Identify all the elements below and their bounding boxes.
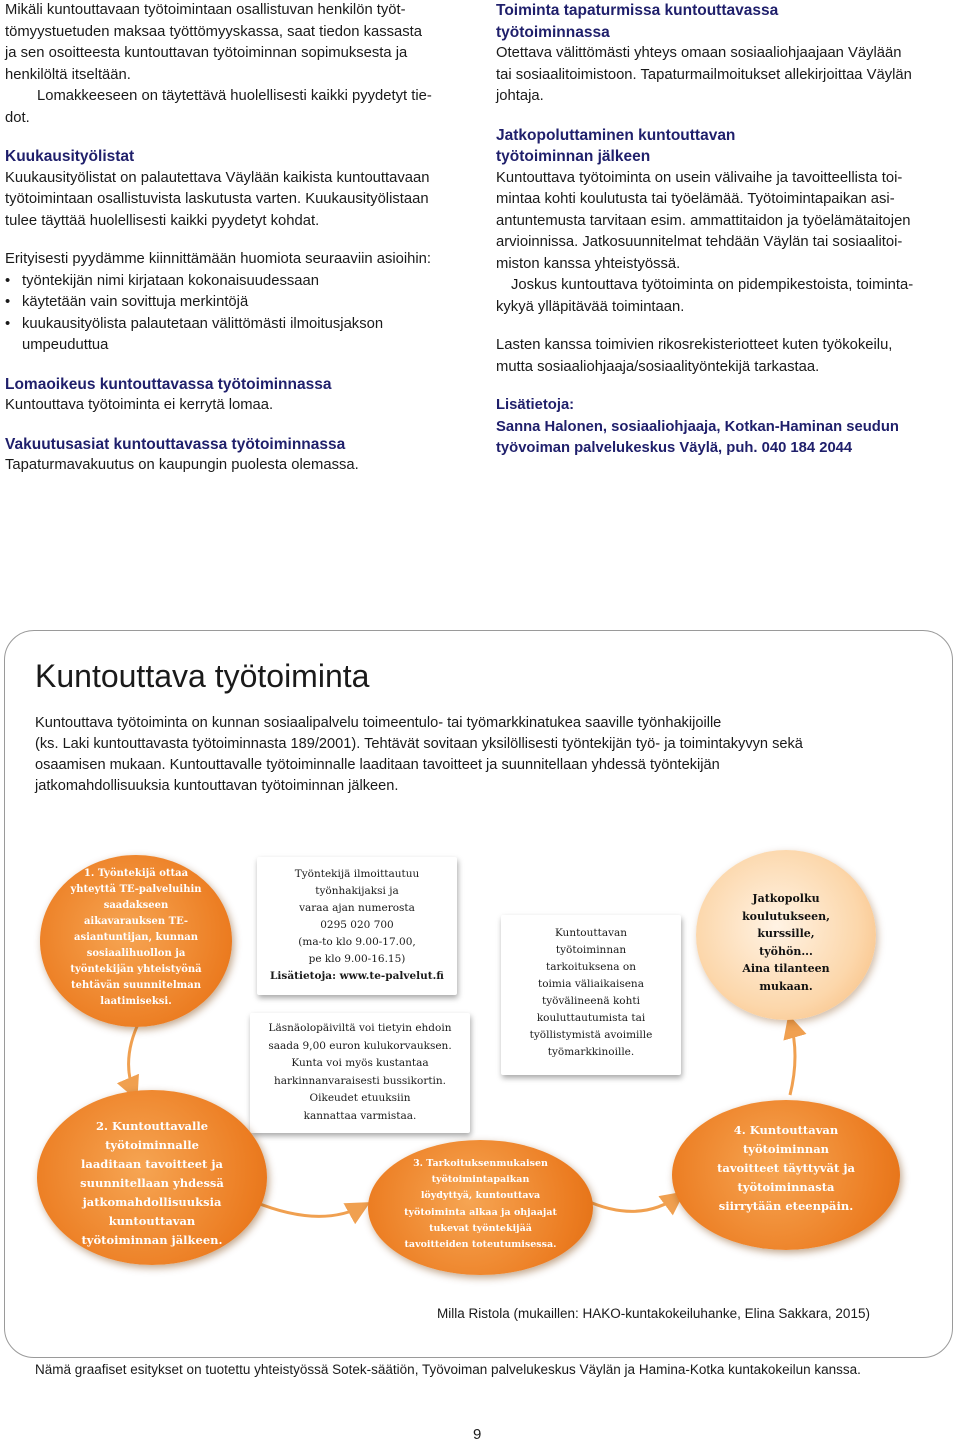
te-line: (ma-to klo 9.00-17.00,: [298, 936, 416, 948]
fee-line: Läsnäolopäiviltä voi tietyin ehdoin: [268, 1022, 452, 1034]
diagram-credit: Milla Ristola (mukaillen: HAKO-kuntakokeiluhanke, Elina Sakkara, 2015): [437, 1306, 870, 1321]
te-line: varaa ajan numerosta: [299, 902, 415, 914]
fee-line: kannattaa varmistaa.: [303, 1109, 417, 1122]
box-title: Kuntouttava työtoiminta: [35, 658, 370, 694]
text-line: Joskus kuntouttava työtoiminta on pidempikestoista, toiminta-: [511, 277, 914, 293]
fee-text: [250, 1020, 470, 1125]
text-line: johtaja.: [496, 88, 544, 104]
jatko-line: koulutukseen,: [742, 909, 830, 923]
text-line: Lomakkeeseen on täytettävä huolellisesti kaikki pyydetyt tie-: [37, 88, 432, 104]
step-4-line: työtoiminnan: [742, 1142, 830, 1156]
aim-line: työmarkkinoille.: [547, 1046, 635, 1058]
text-line: tai sosiaalitoimistoon. Tapaturmailmoitukset allekirjoittaa Väylän: [496, 66, 912, 83]
step-2-text: [52, 1117, 252, 1250]
heading-kuukausityolistat: Kuukausityölistat: [5, 148, 135, 165]
step-1-line: tehtävän suunnitelman: [70, 980, 201, 991]
heading-vakuutus: Vakuutusasiat kuntouttavassa työtoiminnassa: [5, 435, 346, 453]
step-1-line: saadakseen: [103, 900, 169, 911]
step-3-line: 3. Tarkoituksenmukaisen: [413, 1158, 548, 1169]
list-item: • käytetään vain sovittuja merkintöjä: [5, 292, 473, 314]
step-4-text: [690, 1121, 882, 1216]
text-line: osaamisen mukaan. Kuntouttavalle työtoiminnalle laaditaan tavoitteet ja suunnitellaan yhdessä työntekijän: [35, 757, 720, 773]
jatko-line: mukaan.: [759, 979, 813, 993]
fee-line: saada 9,00 euron kulukorvauksen.: [268, 1039, 452, 1052]
list-item: • kuukausityölista palautetaan välittömästi ilmoitusjakson: [5, 314, 473, 336]
jatko-line: Jatkopolku: [752, 892, 820, 905]
text-line: Mikäli kuntouttavaan työtoimintaan osallistuvan henkilön työt-: [5, 2, 406, 18]
aim-line: kouluttautumista tai: [536, 1012, 646, 1024]
step-1-line: työntekijän yhteistyönä: [70, 964, 202, 975]
step-2-line: työtoiminnalle: [105, 1138, 199, 1152]
step-1-line: yhteyttä TE-palveluihin: [70, 884, 202, 895]
text-line: jatkomahdollisuuksia kuntouttavan työtoiminnan jälkeen.: [35, 778, 399, 794]
jatko-line: kurssille,: [757, 927, 815, 940]
heading-lisatietoja: Lisätietoja:: [496, 397, 575, 413]
step-4-line: työtoiminnasta: [737, 1180, 835, 1194]
fee-line: harkinnanvaraisesti bussikortin.: [273, 1074, 447, 1087]
list-item: • työntekijän nimi kirjataan kokonaisuudessaan: [5, 271, 473, 293]
text-line: mutta sosiaaliohjaaja/sosiaalityöntekijä tarkastaa.: [496, 358, 820, 375]
te-line: pe klo 9.00-16.15): [308, 953, 406, 965]
step-1-line: asiantuntijan, kunnan: [73, 932, 199, 943]
fee-line: Oikeudet etuuksiin: [309, 1092, 411, 1104]
step-1-line: laatimiseksi.: [100, 996, 172, 1007]
page-number: 9: [473, 1426, 482, 1443]
te-link-text: Lisätietoja: www.te-palvelut.fi: [270, 970, 444, 982]
heading-lomaoikeus: Lomaoikeus kuntouttavassa työtoiminnassa: [5, 375, 332, 393]
step-3-text: [378, 1156, 583, 1253]
aim-line: tarkoituksena on: [546, 961, 636, 973]
text-line: (ks. Laki kuntouttavasta työtoiminnasta 189/2001). Tehtävät sovitaan yksilöllisesti työntekijän työ- ja toimintakyvyn sekä: [35, 736, 803, 752]
heading-line: työtoiminnassa: [496, 23, 610, 41]
aim-line: työllistymistä avoimille: [529, 1029, 653, 1041]
step-3-line: löydyttyä, kuntouttava: [420, 1190, 541, 1202]
aim-line: työvälineenä kohti: [542, 995, 640, 1007]
footnote: Nämä graafiset esitykset on tuotettu yhteistyössä Sotek-säätiön, Työvoiman palvelukeskus Väylän ja Hamina-Kotka kuntakokeilun kanssa.: [35, 1362, 861, 1377]
text-line: Kuntouttava työtoiminta on kunnan sosiaalipalvelu toimeentulo- tai työmarkkinatukea saaville työnhakijoille: [35, 715, 722, 731]
arrow-1-to-2: [129, 1020, 140, 1095]
text-line: mintaa kohti koulutusta tai työelämää. Työtoimintapaikan asi-: [496, 191, 895, 207]
jatko-line: Aina tilanteen: [742, 962, 830, 975]
arrow-3-to-4: [585, 1195, 680, 1211]
text-line: dot.: [5, 109, 30, 126]
text-line: Lasten kanssa toimivien rikosrekisteriotteet kuten työkokeilu,: [496, 337, 893, 353]
aim-text: [501, 925, 681, 1061]
step-2-line: työtoiminnan jälkeen.: [81, 1233, 223, 1247]
step-1-line: aikavarauksen TE-: [83, 916, 189, 927]
text-line: ja sen osoitteesta kuntouttavan työtoiminnan sopimuksesta ja: [5, 45, 408, 61]
step-2-line: kuntouttavan: [108, 1214, 196, 1228]
text-line: tulee täyttää huolellisesti kaikki pyydetyt kohdat.: [5, 212, 320, 229]
step-1-line: sosiaalihuollon ja: [86, 948, 186, 959]
fee-line: Kunta voi myös kustantaa: [291, 1057, 429, 1069]
heading-line: työtoiminnan jälkeen: [496, 148, 651, 165]
step-2-line: laaditaan tavoitteet ja: [81, 1157, 223, 1171]
step-4-line: siirrytään eteenpäin.: [718, 1199, 854, 1213]
step-2-line: suunnitellaan yhdessä: [80, 1176, 224, 1190]
paragraph-vakuutus: Tapaturmavakuutus on kaupungin puolesta olemassa.: [5, 457, 359, 473]
text-line: Kuntouttava työtoiminta on usein välivaihe ja tavoitteellista toi-: [496, 169, 903, 186]
step-2-line: 2. Kuntouttavalle: [95, 1119, 209, 1133]
step-3-line: tavoitteiden toteutumisessa.: [404, 1239, 557, 1251]
aim-line: toimia väliaikaisena: [538, 978, 644, 990]
step-4-line: 4. Kuntouttavan: [733, 1123, 839, 1137]
heading-line: Toiminta tapaturmissa kuntouttavassa: [496, 2, 779, 19]
te-line: työnhakijaksi ja: [315, 885, 399, 897]
te-line: Työntekijä ilmoittautuu: [294, 868, 420, 880]
aim-line: työtoiminnan: [555, 944, 627, 956]
te-line: 0295 020 700: [320, 919, 394, 931]
text-line: Otettava välittömästi yhteys omaan sosiaaliohjaajaan Väylään: [496, 45, 902, 61]
aim-line: Kuntouttavan: [554, 927, 628, 939]
text-line: tömyystuetuden maksaa työttömyyskassa, saat tiedon kassasta: [5, 23, 422, 40]
text-line: työvoiman palvelukeskus Väylä, puh. 040 184 2044: [496, 440, 853, 456]
paragraph-erityisesti: Erityisesti pyydämme kiinnittämään huomiota seuraaviin asioihin:: [5, 251, 432, 267]
text-line: antuntemusta tarvitaan esim. ammattitaidon ja työelämätaitojen: [496, 212, 911, 229]
paragraph-loma: Kuntouttava työtoiminta ei kerrytä lomaa.: [5, 397, 274, 413]
arrow-4-to-jatko: [790, 1020, 795, 1095]
list-item-continuation: umpeuduttua: [22, 337, 109, 353]
text-line: kykyä ylläpitävää toimintaan.: [496, 298, 685, 315]
step-3-line: työtoiminta alkaa ja ohjaajat: [404, 1206, 557, 1218]
step-3-line: tukevat työntekijää: [429, 1222, 532, 1234]
step-4-line: tavoitteet täyttyvät ja: [717, 1161, 855, 1175]
step-3-line: työtoimintapaikan: [431, 1174, 530, 1186]
text-line: Kuukausityölistat on palautettava Väylään kaikista kuntouttavaan: [5, 169, 430, 186]
te-services-text: [257, 866, 457, 985]
step-1-line: 1. Työntekijä ottaa: [83, 868, 189, 879]
text-line: henkilöltä itseltään.: [5, 66, 131, 83]
arrow-2-to-3: [250, 1200, 365, 1216]
heading-line: Jatkopoluttaminen kuntouttavan: [496, 126, 736, 144]
text-line: arvioinnissa. Jatkosuunnitelmat tehdään Väylän tai sosiaalitoi-: [496, 234, 903, 250]
jatko-line: työhön...: [759, 944, 813, 958]
text-line: työtoimintaan osallistuvista laskutusta varten. Kuukausityölistaan: [5, 191, 429, 207]
step-1-text: [55, 866, 217, 1010]
jatkopolku-text: [711, 890, 861, 995]
step-2-line: jatkomahdollisuuksia: [82, 1195, 222, 1209]
text-line: Sanna Halonen, sosiaaliohjaaja, Kotkan-Haminan seudun: [496, 418, 899, 435]
text-line: miston kanssa yhteistyössä.: [496, 255, 681, 272]
